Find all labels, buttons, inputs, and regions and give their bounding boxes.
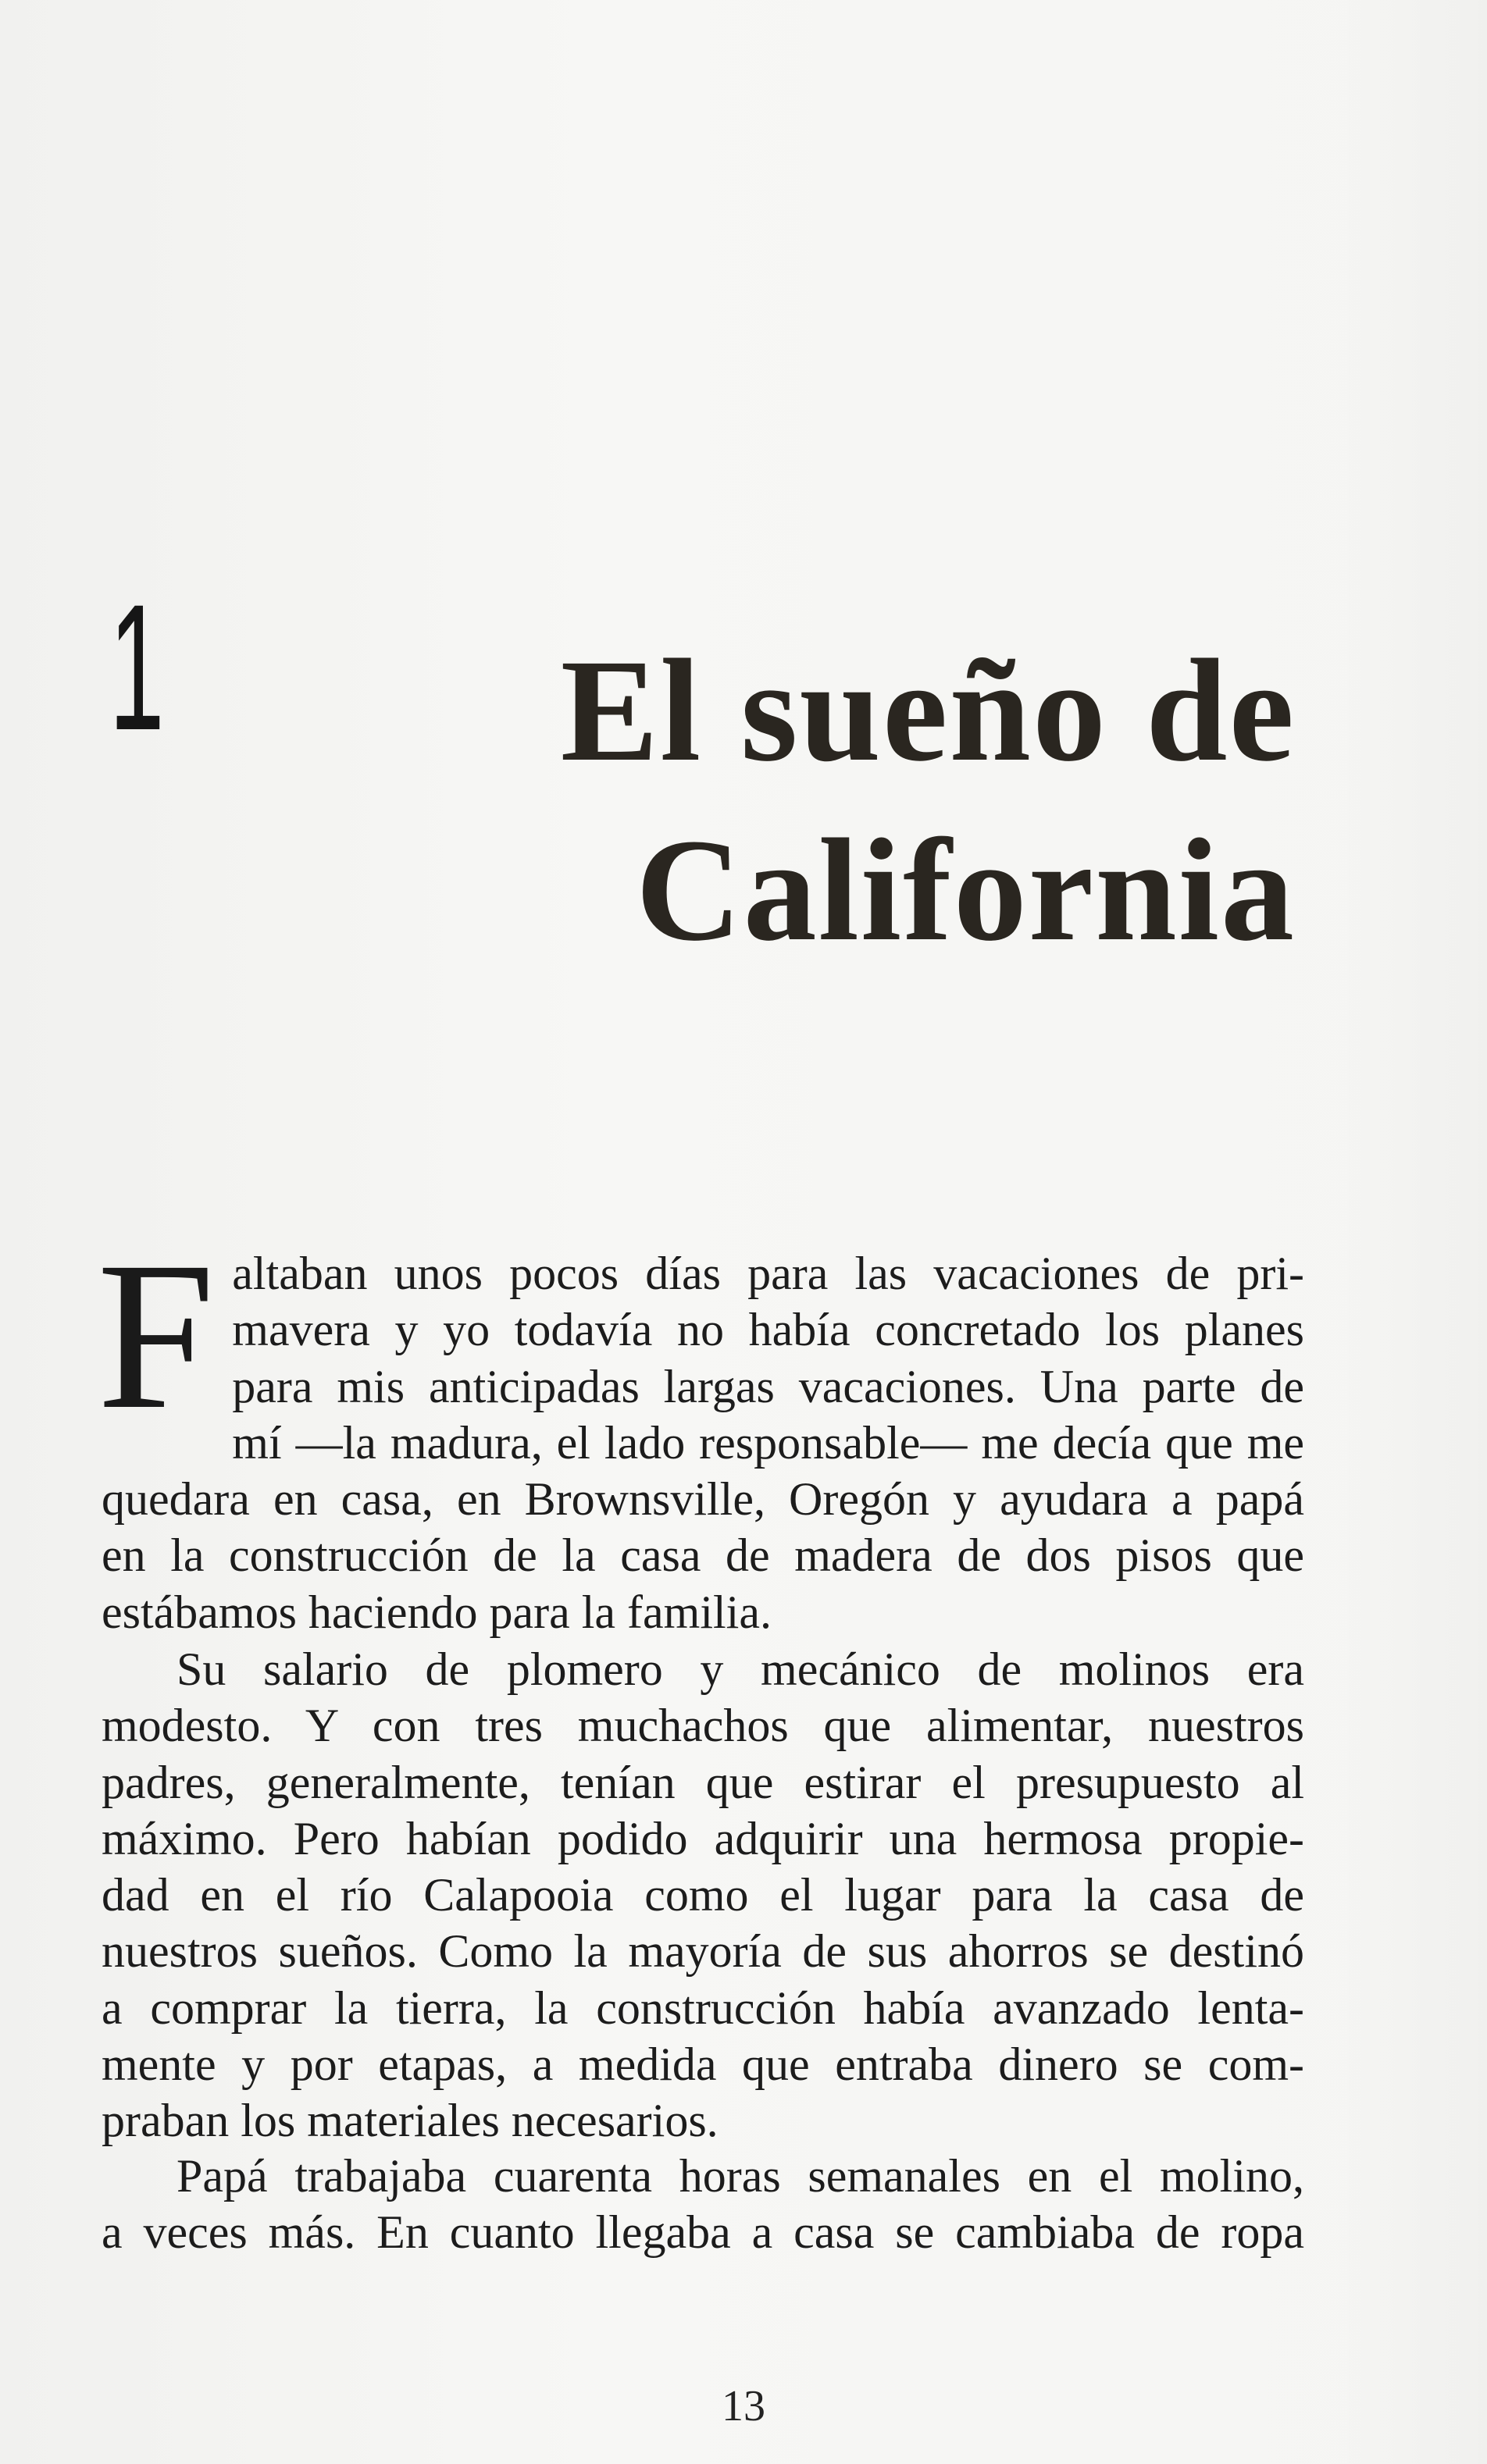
page-number: 13: [722, 2382, 765, 2430]
text-line: quedara en casa, en Brownsville, Oregón y ayudara a papá: [102, 1473, 1304, 1526]
drop-cap: F: [97, 1218, 216, 1453]
text-line: modesto. Y con tres muchachos que alimentar, nuestros: [102, 1700, 1304, 1752]
text-line: dad en el río Calapooia como el lugar para la casa de: [102, 1869, 1304, 1921]
text-line: a veces más. En cuanto llegaba a casa se cambiaba de ropa: [102, 2206, 1304, 2259]
text-line: Papá trabajaba cuarenta horas semanales en el molino,: [177, 2150, 1304, 2202]
paragraph-2: [102, 1641, 1304, 2149]
text-line: mavera y yo todavía no había concretado los planes: [232, 1304, 1304, 1356]
text-line: en la construcción de la casa de madera de dos pisos que: [102, 1529, 1304, 1582]
text-line: altaban unos pocos días para las vacaciones de pri-: [232, 1248, 1304, 1299]
chapter-title-line-1: El sueño de: [560, 628, 1296, 792]
chapter-number: 1: [109, 567, 165, 767]
paragraph-3: [102, 2148, 1304, 2261]
paragraph-1: [97, 1218, 1304, 1640]
text-line: Su salario de plomero y mecánico de molinos era: [177, 1643, 1304, 1695]
text-line: mente y por etapas, a medida que entraba dinero se com-: [102, 2038, 1304, 2091]
text-line: máximo. Pero habían podido adquirir una hermosa propie-: [102, 1812, 1304, 1864]
text-line: estábamos haciendo para la familia.: [102, 1586, 772, 1638]
page-shadow: [1331, 0, 1487, 2464]
text-line: praban los materiales necesarios.: [102, 2095, 719, 2147]
text-line: a comprar la tierra, la construcción había avanzado lenta-: [102, 1982, 1304, 2034]
chapter-title-line-2: California: [635, 808, 1296, 971]
text-line: para mis anticipadas largas vacaciones. Una parte de: [232, 1360, 1304, 1412]
text-line: mí —la madura, el lado responsable— me decía que me: [232, 1416, 1304, 1469]
text-line: padres, generalmente, tenían que estirar el presupuesto al: [102, 1756, 1304, 1808]
text-line: nuestros sueños. Como la mayoría de sus ahorros se destinó: [102, 1925, 1304, 1978]
chapter-title: [561, 621, 1296, 980]
